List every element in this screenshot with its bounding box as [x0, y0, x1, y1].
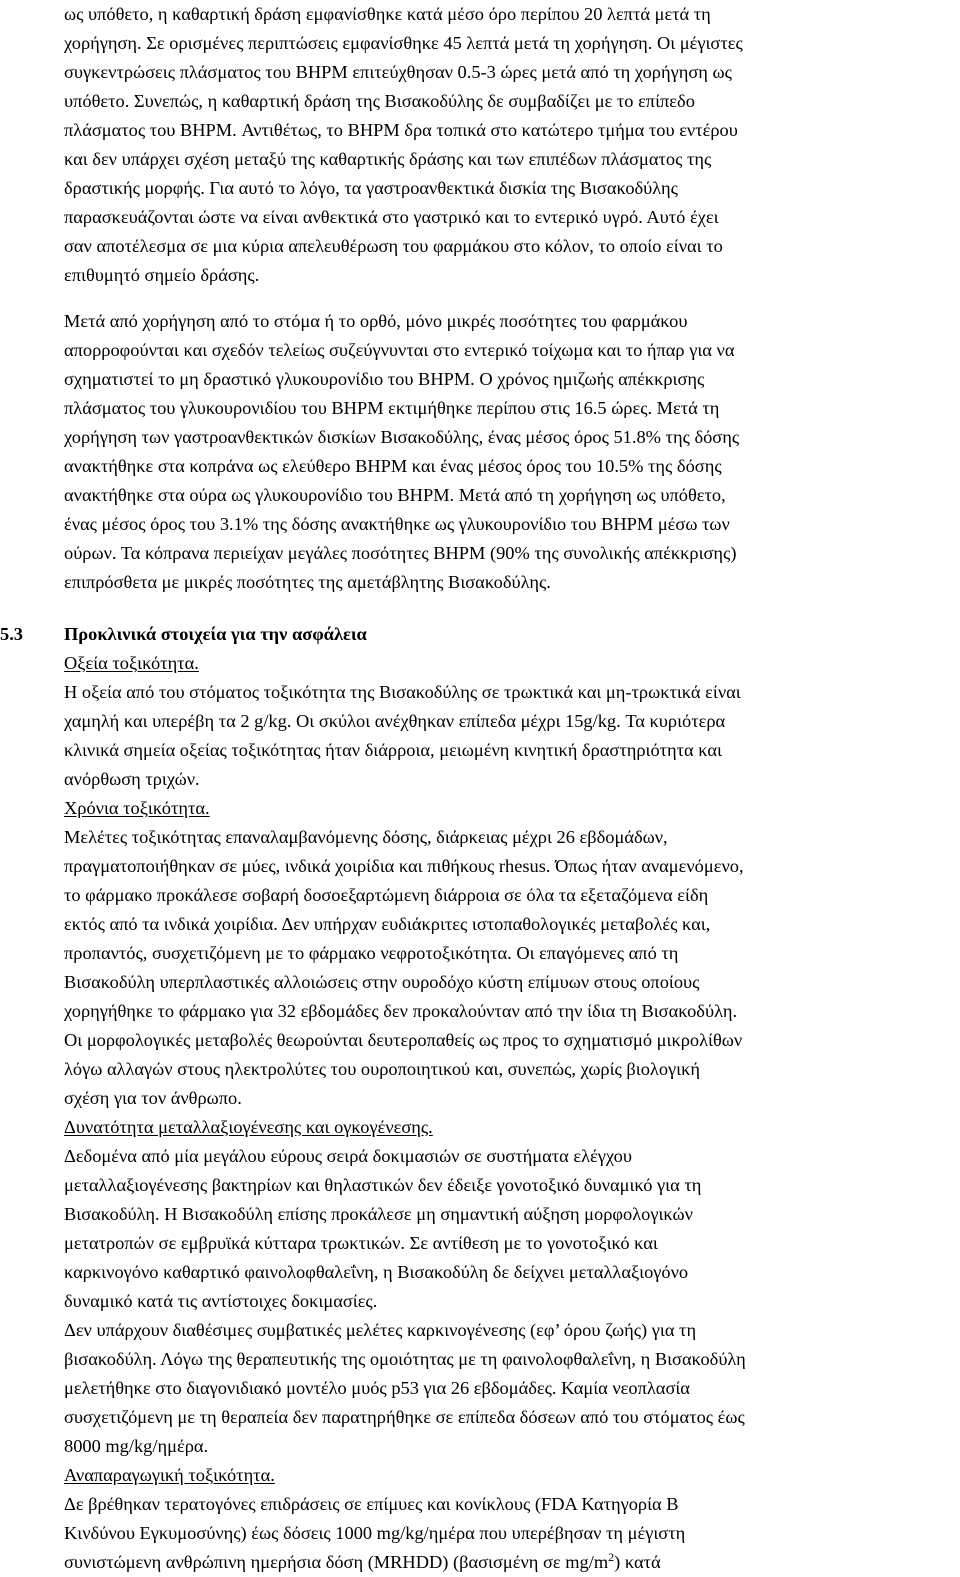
text-line: Βισακοδύλη υπερπλαστικές αλλοιώσεις στην ουροδόχο κύστη επίμυων στους οποίους — [64, 972, 700, 992]
text-line: παρασκευάζονται ώστε να είναι ανθεκτικά στο γαστρικό και το εντερικό υγρό. Αυτό έχει — [64, 207, 719, 227]
section-title: Προκλινικά στοιχεία για την ασφάλεια — [64, 624, 367, 644]
reproductive-toxicity-heading: Αναπαραγωγική τοξικότητα. — [64, 1465, 275, 1485]
text-line: προπαντός, συσχετιζόμενη με το φάρμακο νεφροτοξικότητα. Οι επαγόμενες από τη — [64, 943, 679, 963]
text-line: Μετά από χορήγηση από το στόμα ή το ορθό, μόνο μικρές ποσότητες του φαρμάκου — [64, 311, 688, 331]
text-line: δραστικής μορφής. Για αυτό το λόγο, τα γαστροανθεκτικά δισκία της Βισακοδύλης — [64, 178, 678, 198]
text-line: λόγω αλλαγών στους ηλεκτρολύτες του ουροποιητικού και, συνεπώς, χωρίς βιολογική — [64, 1059, 701, 1079]
text-line: μεταλλαξιογένεσης βακτηρίων και θηλαστικών δεν έδειξε γονοτοξικό δυναμικό για τη — [64, 1175, 702, 1195]
text-line: Δε βρέθηκαν τερατογόνες επιδράσεις σε επίμυες και κονίκλους (FDA Κατηγορία B — [64, 1494, 679, 1514]
text-line: Δεδομένα από μία μεγάλου εύρους σειρά δοκιμασιών σε συστήματα ελέγχου — [64, 1146, 632, 1166]
text-line: Βισακοδύλη. Η Βισακοδύλη επίσης προκάλεσε μη σημαντική αύξηση μορφολογικών — [64, 1204, 693, 1224]
text-line: ως υπόθετο, η καθαρτική δράση εμφανίσθηκε κατά μέσο όρο περίπου 20 λεπτά μετά τη — [64, 4, 711, 24]
chronic-toxicity-heading: Χρόνια τοξικότητα. — [64, 798, 210, 818]
text-fragment: ) κατά — [614, 1552, 661, 1572]
text-line: δυναμικό κατά τις αντίστοιχες δοκιμασίες. — [64, 1291, 378, 1311]
text-line: σαν αποτέλεσμα σε μια κύρια απελευθέρωση του φαρμάκου στο κόλον, το οποίο είναι το — [64, 236, 723, 256]
text-line: χορήγηση των γαστροανθεκτικών δισκίων Βισακοδύλης, ένας μέσος όρος 51.8% της δόσης — [64, 427, 740, 447]
text-line: πλάσματος του γλυκουρονιδίου του BHPM εκτιμήθηκε περίπου στις 16.5 ώρες. Μετά τη — [64, 398, 720, 418]
text-fragment: συνιστώμενη ανθρώπινη ημερήσια δόση (MRHDD) (βασισμένη σε mg/m — [64, 1552, 609, 1572]
text-line: πραγματοποιήθηκαν σε μύες, ινδικά χοιρίδια και πιθήκους rhesus. Όπως ήταν αναμενόμενο, — [64, 856, 744, 876]
text-line: μελετήθηκε στο διαγονιδιακό μοντέλο μυός p53 για 26 εβδομάδες. Καμία νεοπλασία — [64, 1378, 690, 1398]
mutagenesis-heading: Δυνατότητα μεταλλαξιογένεσης και ογκογένεσης. — [64, 1117, 433, 1137]
superscript: 2 — [608, 1550, 615, 1564]
text-line: Η οξεία από του στόματος τοξικότητα της Βισακοδύλης σε τρωκτικά και μη-τρωκτικά είναι — [64, 682, 741, 702]
text-line: το φάρμακο προκάλεσε σοβαρή δοσοεξαρτώμενη διάρροια σε όλα τα εξεταζόμενα είδη — [64, 885, 709, 905]
text-line: χαμηλή και υπερέβη τα 2 g/kg. Οι σκύλοι ανέχθηκαν επίπεδα μέχρι 15g/kg. Τα κυριότερα — [64, 711, 726, 731]
text-line: συγκεντρώσεις πλάσματος του BHPM επιτεύχθησαν 0.5-3 ώρες μετά από τη χορήγηση ως — [64, 62, 732, 82]
text-line: χορήγηση. Σε ορισμένες περιπτώσεις εμφανίσθηκε 45 λεπτά μετά τη χορήγηση. Οι μέγιστες — [64, 33, 743, 53]
text-line: επιπρόσθετα με μικρές ποσότητες της αμετάβλητης Βισακοδύλης. — [64, 572, 551, 592]
text-line: Μελέτες τοξικότητας επαναλαμβανόμενης δόσης, διάρκειας μέχρι 26 εβδομάδων, — [64, 827, 668, 847]
text-line: απορροφούνται και σχεδόν τελείως συζεύγνυνται στο εντερικό τοίχωμα και το ήπαρ για να — [64, 340, 735, 360]
text-line: μετατροπών σε εμβρυϊκά κύτταρα τρωκτικών. Σε αντίθεση με το γονοτοξικό και — [64, 1233, 658, 1253]
text-line: ανακτήθηκε στα κοπράνα ως ελεύθερο BHPM και ένας μέσος όρος του 10.5% της δόσης — [64, 456, 722, 476]
text-line: καρκινογόνο καθαρτικό φαινολοφθαλεΐνη, η Βισακοδύλη δε δείχνει μεταλλαξιογόνο — [64, 1262, 689, 1282]
section-number: 5.3 — [0, 624, 23, 644]
text-line-with-superscript — [64, 1548, 944, 1577]
text-line: ένας μέσος όρος του 3.1% της δόσης ανακτήθηκε ως γλυκουρονίδιο του BHPM μέσω των — [64, 514, 730, 534]
text-line: ούρων. Τα κόπρανα περιείχαν μεγάλες ποσότητες BHPM (90% της συνολικής απέκκρισης) — [64, 543, 737, 563]
text-line: σχηματιστεί το μη δραστικό γλυκουρονίδιο του BHPM. Ο χρόνος ημιζωής απέκκρισης — [64, 369, 705, 389]
text-line: 8000 mg/kg/ημέρα. — [64, 1436, 209, 1456]
text-line: σχέση για τον άνθρωπο. — [64, 1088, 242, 1108]
text-line: επιθυμητό σημείο δράσης. — [64, 265, 260, 285]
paragraph-absorption — [64, 0, 944, 290]
text-line: υπόθετο. Συνεπώς, η καθαρτική δράση της Βισακοδύλης δε συμβαδίζει με το επίπεδο — [64, 91, 695, 111]
text-line: και δεν υπάρχει σχέση μεταξύ της καθαρτικής δράσης και των επιπέδων πλάσματος της — [64, 149, 712, 169]
text-line: κλινικά σημεία οξείας τοξικότητας ήταν διάρροια, μειωμένη κινητική δραστηριότητα και — [64, 740, 722, 760]
text-line: εκτός από τα ινδικά χοιρίδια. Δεν υπήρχαν ευδιάκριτες ιστοπαθολογικές μεταβολές και, — [64, 914, 711, 934]
text-line: ανακτήθηκε στα ούρα ως γλυκουρονίδιο του BHPM. Μετά από τη χορήγηση ως υπόθετο, — [64, 485, 726, 505]
text-line: ανόρθωση τριχών. — [64, 769, 200, 789]
acute-toxicity-heading: Οξεία τοξικότητα. — [64, 653, 199, 673]
text-line: Κινδύνου Εγκυμοσύνης) έως δόσεις 1000 mg/kg/ημέρα που υπερέβησαν τη μέγιστη — [64, 1523, 686, 1543]
text-line: Οι μορφολογικές μεταβολές θεωρούνται δευτεροπαθείς ως προς το σχηματισμό μικρολίθων — [64, 1030, 743, 1050]
paragraph-metabolism — [64, 307, 944, 597]
section-body — [64, 649, 944, 1577]
text-line: Δεν υπάρχουν διαθέσιμες συμβατικές μελέτες καρκινογένεσης (εφ’ όρου ζωής) για τη — [64, 1320, 697, 1340]
text-line: συσχετιζόμενη με τη θεραπεία δεν παρατηρήθηκε σε επίπεδα δόσεων από του στόματος έως — [64, 1407, 745, 1427]
text-line: βισακοδύλη. Λόγω της θεραπευτικής της ομοιότητας με τη φαινολοφθαλεΐνη, η Βισακοδύλη — [64, 1349, 746, 1369]
text-line: χορηγήθηκε το φάρμακο για 32 εβδομάδες δεν προκαλούνταν από την ίδια τη Βισακοδύλη. — [64, 1001, 738, 1021]
text-line: πλάσματος του BHPM. Αντιθέτως, το BHPM δρα τοπικά στο κατώτερο τμήμα του εντέρου — [64, 120, 738, 140]
